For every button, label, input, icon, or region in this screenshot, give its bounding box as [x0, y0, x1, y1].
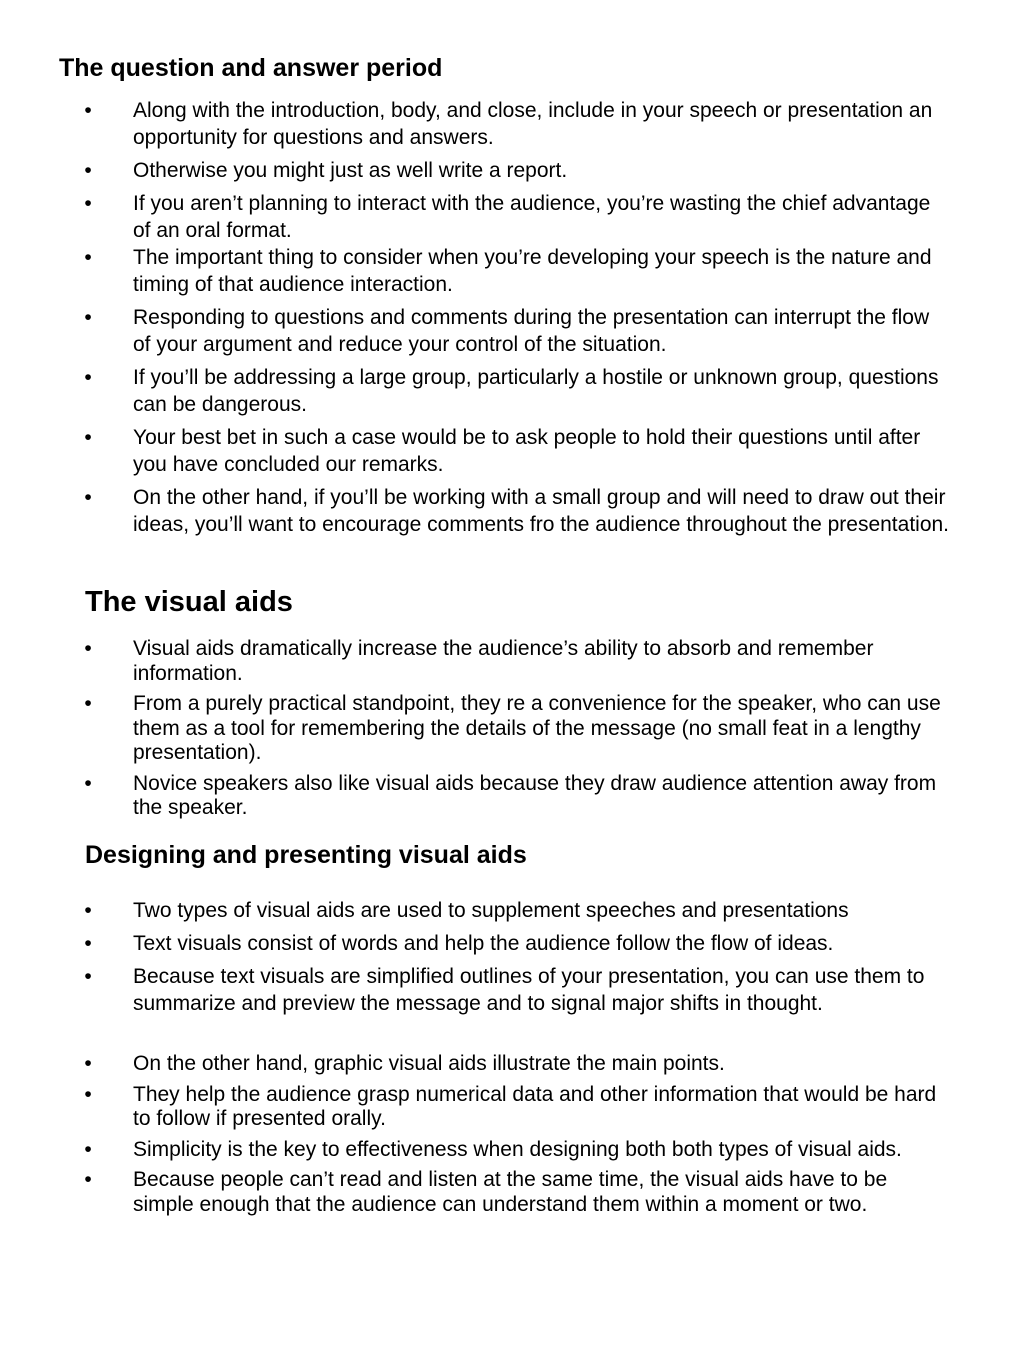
list-item	[80, 1168, 950, 1217]
list-item-text: Simplicity is the key to effectiveness when designing both both types of visual aids.	[133, 1137, 902, 1161]
list-item-text: If you’ll be addressing a large group, particularly a hostile or unknown group, questions can be dangerous.	[133, 366, 939, 416]
list-item-text: On the other hand, if you’ll be working with a small group and will need to draw out their ideas, you’ll want to encourage comments fro the audience throughout the presentation.	[133, 486, 950, 536]
bullet-icon: •	[84, 692, 92, 715]
bullet-icon: •	[84, 771, 92, 795]
bullet-icon: •	[84, 1168, 92, 1191]
visual-aids-bullet-list	[80, 637, 950, 827]
bullet-icon: •	[84, 899, 92, 922]
list-item-text: Responding to questions and comments during the presentation can interrupt the flow of your argument and reduce your control of the situation.	[133, 306, 930, 356]
bullet-icon: •	[84, 99, 92, 122]
designing-bullet-list	[80, 897, 950, 1023]
list-item-text: Novice speakers also like visual aids because they draw audience attention away from the speaker.	[133, 771, 937, 819]
list-item	[80, 244, 950, 298]
list-item	[80, 1052, 950, 1077]
bullet-icon: •	[84, 426, 92, 449]
list-item-text: On the other hand, graphic visual aids illustrate the main points.	[133, 1052, 725, 1075]
list-item	[80, 157, 950, 184]
designing-bullet-list-continued	[80, 1052, 950, 1223]
list-item	[80, 897, 950, 924]
list-item	[80, 930, 950, 957]
bullet-icon: •	[84, 486, 92, 509]
bullet-icon: •	[84, 1137, 92, 1161]
bullet-icon: •	[84, 159, 92, 182]
list-item-text: The important thing to consider when you’re developing your speech is the nature and timing of that audience interaction.	[133, 246, 932, 296]
list-item	[80, 963, 950, 1017]
list-item-text: They help the audience grasp numerical data and other information that would be hard to follow if presented orally.	[133, 1082, 937, 1130]
list-item-text: Because text visuals are simplified outlines of your presentation, you can use them to summarize and preview the message and to signal major shifts in thought.	[133, 965, 925, 1015]
list-item	[80, 304, 950, 358]
list-item-text: Along with the introduction, body, and close, include in your speech or presentation an opportunity for questions and answers.	[133, 99, 933, 149]
list-item-text: From a purely practical standpoint, they re a convenience for the speaker, who can use them as a tool for remembering the details of the message (no small feat in a lengthy presentation).	[133, 692, 941, 764]
list-item-text: Visual aids dramatically increase the audience’s ability to absorb and remember information.	[133, 637, 874, 685]
bullet-icon: •	[84, 192, 92, 215]
bullet-icon: •	[84, 965, 92, 988]
list-item-text: Because people can’t read and listen at the same time, the visual aids have to be simple enough that the audience can understand them within a moment or two.	[133, 1168, 888, 1216]
list-item	[80, 97, 950, 151]
list-item	[80, 190, 950, 244]
list-item	[80, 637, 950, 686]
list-item-text: Text visuals consist of words and help the audience follow the flow of ideas.	[133, 932, 834, 955]
list-item	[80, 772, 950, 821]
bullet-icon: •	[84, 306, 92, 329]
list-item	[80, 1138, 950, 1163]
section-heading-visual-aids: The visual aids	[85, 586, 293, 618]
section-heading-qa: The question and answer period	[59, 54, 443, 82]
list-item-text: Your best bet in such a case would be to ask people to hold their questions until after you have concluded our remarks.	[133, 426, 921, 476]
list-item	[80, 692, 950, 766]
bullet-icon: •	[84, 246, 92, 269]
bullet-icon: •	[84, 1052, 92, 1075]
list-item	[80, 424, 950, 478]
bullet-icon: •	[84, 637, 92, 660]
list-item	[80, 364, 950, 418]
section-heading-designing: Designing and presenting visual aids	[85, 841, 527, 869]
list-item	[80, 1083, 950, 1132]
list-item-text: Otherwise you might just as well write a report.	[133, 159, 568, 182]
bullet-icon: •	[84, 366, 92, 389]
list-item-text: Two types of visual aids are used to supplement speeches and presentations	[133, 899, 849, 922]
bullet-icon: •	[84, 1082, 92, 1106]
list-item	[80, 484, 950, 538]
bullet-icon: •	[84, 932, 92, 955]
qa-bullet-list	[80, 97, 950, 544]
list-item-text: If you aren’t planning to interact with the audience, you’re wasting the chief advantage of an oral format.	[133, 192, 931, 242]
